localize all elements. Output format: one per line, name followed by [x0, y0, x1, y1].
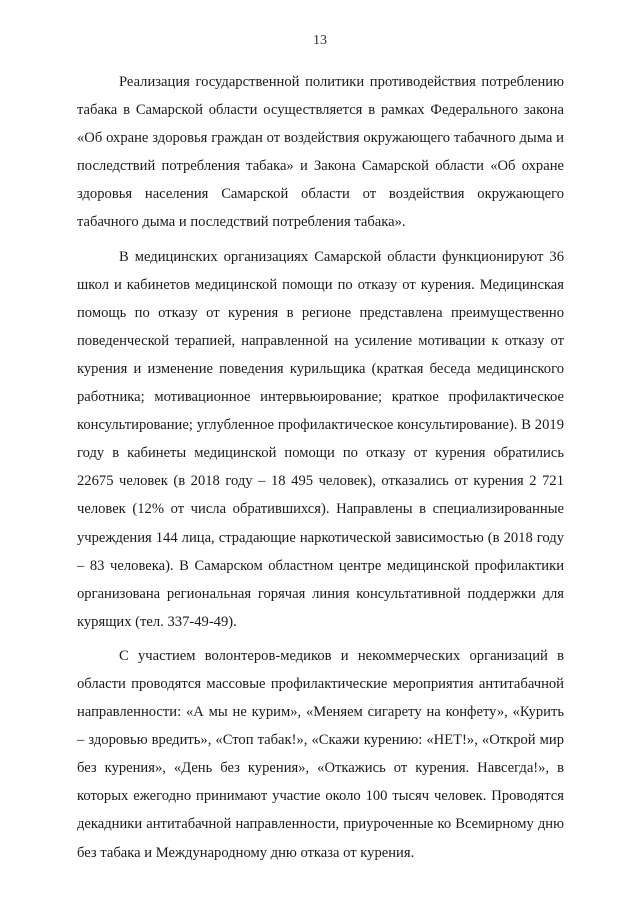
paragraph-medical-help: В медицинских организациях Самарской области функционируют 36 школ и кабинетов медицинской помощи по отказу от курения. Медицинская помощь по отказу от курения в регионе представлена преимущественно поведенческой терапией, направленной на усиление мотивации к отказу от курения и изменение поведения курильщика (краткая беседа медицинского работника; мотивационное интервьюирование; краткое профилактическое консультирование; углубленное профилактическое консультирование). В 2019 году в кабинеты медицинской помощи по отказу от курения обратились 22675 человек (в 2018 году – 18 495 человек), отказались от курения 2 721 человек (12% от числа обратившихся). Направлены в специализированные учреждения 144 лица, страдающие наркотической зависимостью (в 2018 году – 83 человека). В Самарском областном центре медицинской профилактики организована региональная горячая линия консультативной поддержки для курящих (тел. 337-49-49). [77, 248, 564, 630]
document-body [77, 68, 564, 873]
page-number: 13 [313, 33, 327, 48]
paragraph-tobacco-policy: Реализация государственной политики противодействия потреблению табака в Самарской области осуществляется в рамках Федерального закона «Об охране здоровья граждан от воздействия окружающего табачного дыма и последствий потребления табака» и Закона Самарской области «Об охране здоровья населения Самарской области от воздействия окружающего табачного дыма и последствий потребления табака». [77, 74, 564, 231]
paragraph-volunteer-events: С участием волонтеров-медиков и некоммерческих организаций в области проводятся массовые профилактические мероприятия антитабачной направленности: «А мы не курим», «Меняем сигарету на конфету», «Курить – здоровью вредить», «Стоп табак!», «Скажи курению: «НЕТ!», «Открой мир без курения», «День без курения», «Откажись от курения. Навсегда!», в которых ежегодно принимают участие около 100 тысяч человек. Проводятся декадники антитабачной направленности, приуроченные ко Всемирному дню без табака и Международному дню отказа от курения. [77, 647, 564, 861]
